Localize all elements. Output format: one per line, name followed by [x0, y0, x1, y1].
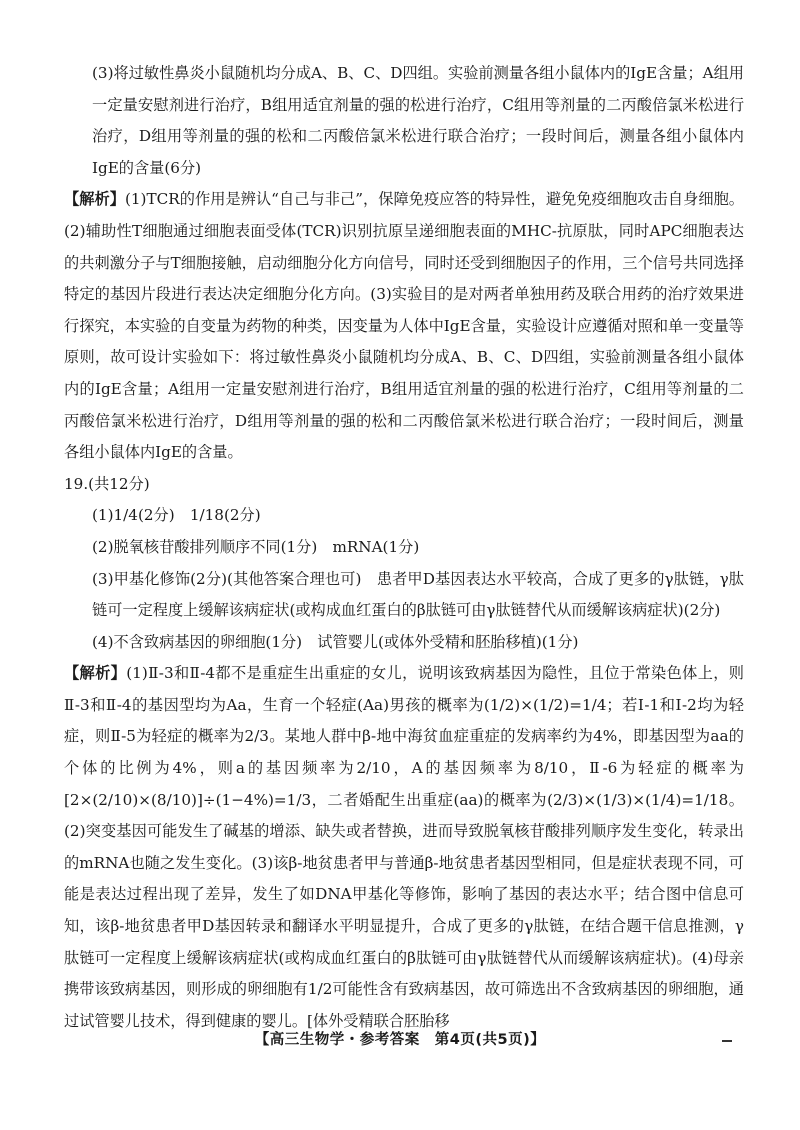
page-footer: 【高三生物学・参考答案 第4页(共5页)】 — [254, 1032, 546, 1048]
q19-header: 19.(共12分) — [64, 474, 150, 493]
q19-answer-1: (1)1/4(2分) 1/18(2分) — [92, 506, 261, 525]
footer-dash — [722, 1040, 732, 1042]
q19-analysis-text: (1)Ⅱ-3和Ⅱ-4都不是重症生出重症的女儿，说明该致病基因为隐性，且位于常染色体上，则Ⅱ-3和Ⅱ-4的基因型均为Aa，生育一个轻症(Aa)男孩的概率为(1/2)×(1/2)=1/4；若Ⅰ-1和Ⅰ-2均为轻症，则Ⅱ-5为轻症的概率为2/3。某地人群中β-地中海贫血症重症的发病率约为4%，即基因型为aa的个体的比例为4%，则a的基因频率为2/10，A的基因频率为8/10，Ⅱ-6为轻症的概率为[2×(2/10)×(8/10)]÷(1−4%)=1/3，二者婚配生出重症(aa)的概率为(2/3)×(1/3)×(1/4)=1/18。(2)突变基因可能发生了碱基的增添、缺失或者替换，进而导致脱氧核苷酸排列顺序发生变化，转录出的mRNA也随之发生变化。(3)该β-地贫患者甲与普通β-地贫患者基因型相同，但是症状表现不同，可能是表达过程出现了差异，发生了如DNA甲基化等修饰，影响了基因的表达水平；结合图中信息可知，该β-地贫患者甲D基因转录和翻译水平明显提升，合成了更多的γ肽链，在结合题干信息推测，γ肽链可一定程度上缓解该病症状(或构成血红蛋白的β肽链可由γ肽链替代从而缓解该病症状)。(4)母亲携带该致病基因，则形成的卵细胞有1/2可能性含有致病基因，故可筛选出不含致病基因的卵细胞，通过试管婴儿技术，得到健康的婴儿。[体外受精联合胚胎移 — [64, 664, 744, 1030]
q18-analysis — [64, 184, 744, 468]
q19-answer-2: (2)脱氧核苷酸排列顺序不同(1分) mRNA(1分) — [92, 537, 420, 556]
analysis-tag: 【解析】 — [64, 190, 125, 209]
q18-part3-answer: (3)将过敏性鼻炎小鼠随机均分成A、B、C、D四组。实验前测量各组小鼠体内的IgE含量；A组用一定量安慰剂进行治疗，B组用适宜剂量的强的松进行治疗，C组用等剂量的二丙酸倍氯米松进行治疗，D组用等剂量的强的松和二丙酸倍氯米松进行联合治疗；一段时间后，测量各组小鼠体内IgE的含量(6分) — [92, 64, 744, 177]
q19-answer-3: (3)甲基化修饰(2分)(其他答案合理也可) 患者甲D基因表达水平较高，合成了更多的γ肽链，γ肽链可一定程度上缓解该病症状(或构成血红蛋白的β肽链可由γ肽链替代从而缓解该病症状)(2分) — [92, 569, 744, 620]
analysis-tag: 【解析】 — [64, 664, 127, 683]
page-content — [64, 58, 744, 1037]
q18-analysis-text: (1)TCR的作用是辨认“自己与非己”，保障免疫应答的特异性，避免免疫细胞攻击自身细胞。(2)辅助性T细胞通过细胞表面受体(TCR)识别抗原呈递细胞表面的MHC-抗原肽，同时APC细胞表达的共刺激分子与T细胞接触，启动细胞分化方向信号，同时还受到细胞因子的作用，三个信号共同选择特定的基因片段进行表达决定细胞分化方向。(3)实验目的是对两者单独用药及联合用药的治疗效果进行探究，本实验的自变量为药物的种类，因变量为人体中IgE含量，实验设计应遵循对照和单一变量等原则，故可设计实验如下：将过敏性鼻炎小鼠随机均分成A、B、C、D四组，实验前测量各组小鼠体内的IgE含量；A组用一定量安慰剂进行治疗，B组用适宜剂量的强的松进行治疗，C组用等剂量的二丙酸倍氯米松进行治疗，D组用等剂量的强的松和二丙酸倍氯米松进行联合治疗；一段时间后，测量各组小鼠体内IgE的含量。 — [64, 190, 744, 462]
q19-analysis — [64, 658, 744, 1037]
q19-answer-4: (4)不含致病基因的卵细胞(1分) 试管婴儿(或体外受精和胚胎移植)(1分) — [92, 632, 579, 651]
